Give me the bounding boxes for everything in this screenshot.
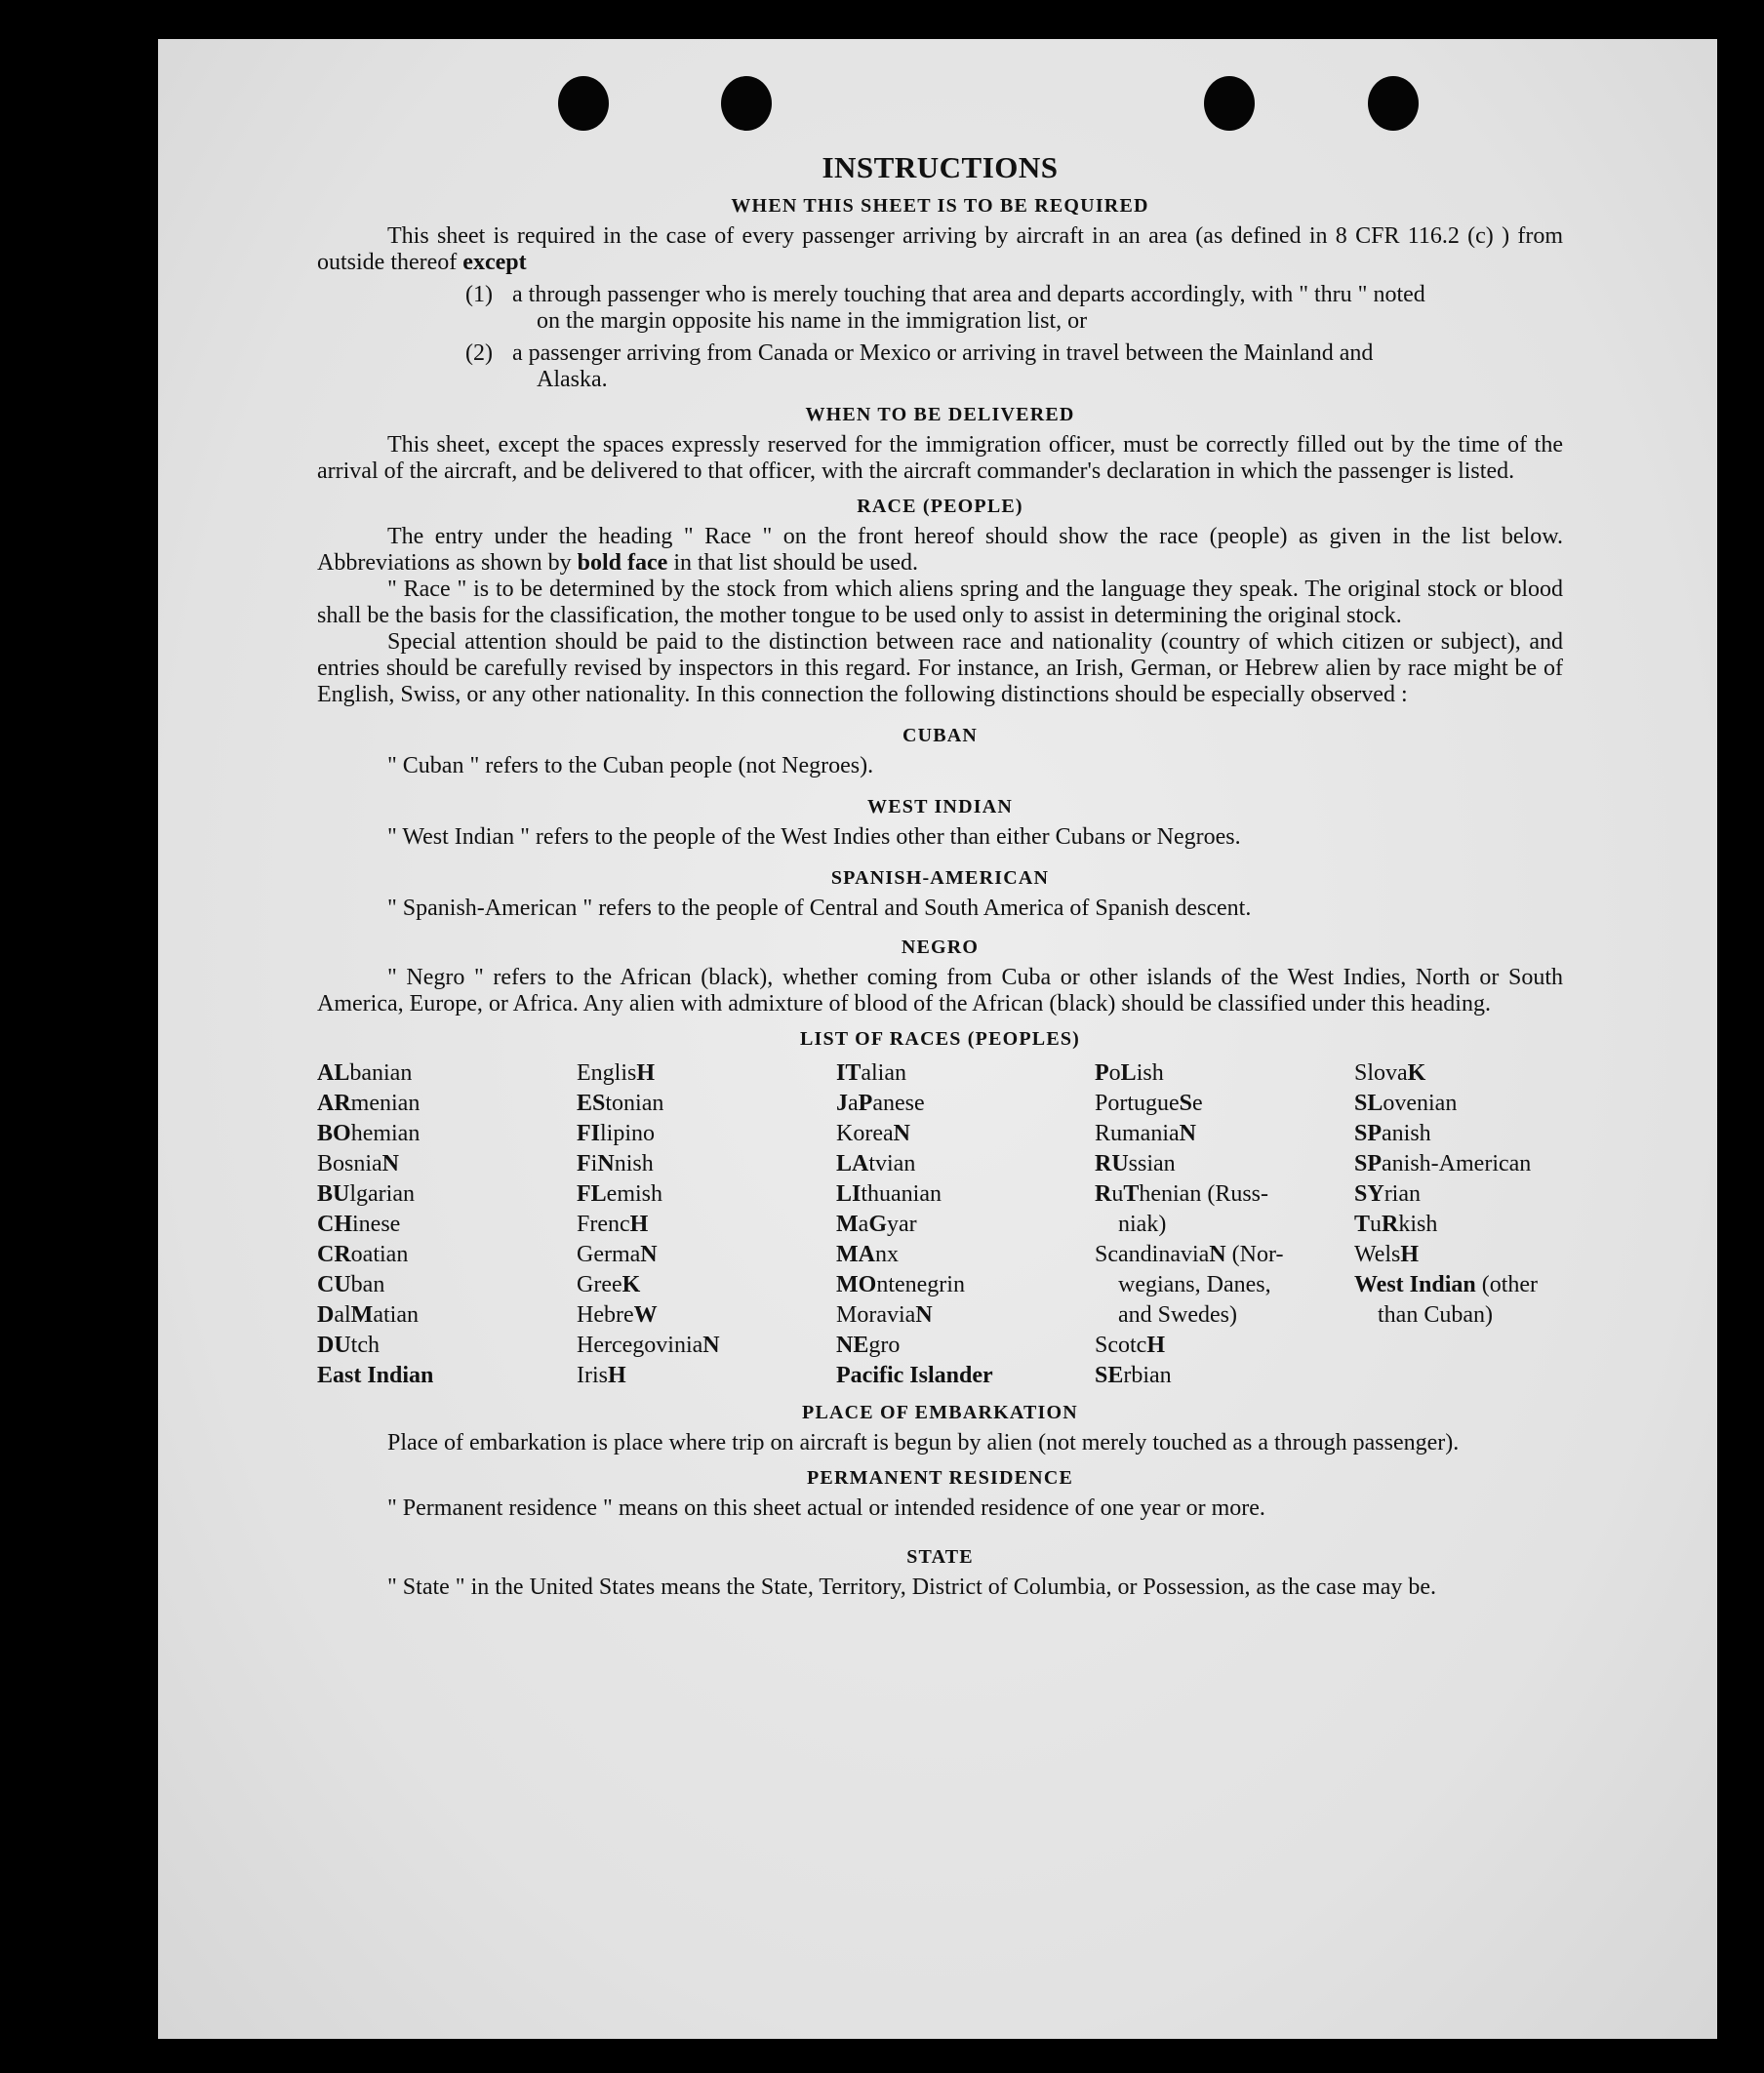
race-paragraph: Special attention should be paid to the distinction between race and nationality (country of which citizen or subject), and entries should be carefully revised by inspectors in this regard. For instance, an Irish, German, or Hebrew alien by race might be of English, Swiss, or any other nationality. In this connection the following distinctions should be especially observed :: [317, 629, 1563, 707]
race-entry: HercegoviniaN: [577, 1333, 720, 1358]
race-entry: ARmenian: [317, 1091, 421, 1116]
race-entry: SYrian: [1354, 1181, 1421, 1207]
heading-when-delivered: WHEN TO BE DELIVERED: [805, 404, 1075, 425]
exception-item: (1) a through passenger who is merely touching that area and departs accordingly, with " thru " noted on the margin opposite his name in the immigration list, or: [465, 282, 1425, 334]
race-entry: MOntenegrin: [836, 1272, 965, 1297]
spanish-american-text: " Spanish-American " refers to the people of Central and South America of Spanish descent.: [387, 896, 1252, 921]
race-column: [577, 1058, 836, 1391]
heading-race: RACE (PEOPLE): [857, 496, 1023, 517]
race-entry: CUban: [317, 1272, 385, 1297]
embarkation-text: Place of embarkation is place where trip on aircraft is begun by alien (not merely touched as a through passenger).: [387, 1430, 1460, 1455]
race-entry: East Indian: [317, 1363, 434, 1388]
race-entry: DUtch: [317, 1333, 380, 1358]
race-entry: than Cuban): [1378, 1302, 1493, 1328]
when-required-text: This sheet is required in the case of every passenger arriving by aircraft in an area (as defined in 8 CFR 116.2 (c) ) from outside thereof except: [317, 223, 1563, 275]
instructions-content: [317, 151, 1563, 1601]
race-entry: HebreW: [577, 1302, 658, 1328]
race-list: [317, 1058, 1563, 1391]
race-entry: niak): [1118, 1212, 1167, 1237]
race-entry: CHinese: [317, 1212, 401, 1237]
race-column: [317, 1058, 577, 1391]
residence-text: " Permanent residence " means on this sheet actual or intended residence of one year or more.: [387, 1495, 1265, 1521]
heading-cuban: CUBAN: [902, 725, 979, 746]
race-entry: CRoatian: [317, 1242, 409, 1267]
punch-hole: [1368, 76, 1419, 131]
when-delivered-text: This sheet, except the spaces expressly reserved for the immigration officer, must be correctly filled out by the time of the arrival of the aircraft, and be delivered to that officer, with the aircraft commander's declaration in which the passenger is listed.: [317, 432, 1563, 484]
race-entry: FLemish: [577, 1181, 662, 1207]
race-entry: PoLish: [1095, 1060, 1164, 1086]
race-entry: BOhemian: [317, 1121, 421, 1146]
race-entry: NEgro: [836, 1333, 901, 1358]
race-column: [1095, 1058, 1354, 1391]
race-entry: SlovaK: [1354, 1060, 1426, 1086]
race-entry: LIthuanian: [836, 1181, 942, 1207]
race-entry: LAtvian: [836, 1151, 916, 1176]
race-entry: West Indian (other: [1354, 1272, 1539, 1297]
race-entry: SPanish-American: [1354, 1151, 1532, 1176]
race-entry: ScotcH: [1095, 1333, 1165, 1358]
race-paragraph: " Race " is to be determined by the stock from which aliens spring and the language they speak. The original stock or blood shall be the basis for the classification, the mother tongue to be used only to assist in determining the original stock.: [317, 577, 1563, 628]
punch-hole: [558, 76, 609, 131]
race-entry: DalMatian: [317, 1302, 419, 1328]
punch-hole: [1204, 76, 1255, 131]
race-entry: JaPanese: [836, 1091, 925, 1116]
race-entry: wegians, Danes,: [1118, 1272, 1271, 1297]
race-entry: GermaN: [577, 1242, 658, 1267]
state-text: " State " in the United States means the State, Territory, District of Columbia, or Possession, as the case may be.: [387, 1575, 1437, 1600]
race-entry: GreeK: [577, 1272, 641, 1297]
race-entry: MoraviaN: [836, 1302, 933, 1328]
race-entry: FiNnish: [577, 1151, 654, 1176]
race-entry: BosniaN: [317, 1151, 400, 1176]
race-entry: KoreaN: [836, 1121, 910, 1146]
punch-hole: [721, 76, 772, 131]
heading-embarkation: PLACE OF EMBARKATION: [802, 1402, 1078, 1423]
heading-spanish-american: SPANISH-AMERICAN: [830, 867, 1050, 889]
document-sheet: [158, 39, 1717, 2039]
race-entry: RumaniaN: [1095, 1121, 1196, 1146]
race-entry: MAnx: [836, 1242, 899, 1267]
race-entry: EStonian: [577, 1091, 664, 1116]
race-entry: TuRkish: [1354, 1212, 1438, 1237]
cuban-text: " Cuban " refers to the Cuban people (not Negroes).: [387, 753, 874, 778]
race-entry: ALbanian: [317, 1060, 413, 1086]
race-entry: ScandinaviaN (Nor-: [1095, 1242, 1284, 1267]
exception-item: (2) a passenger arriving from Canada or Mexico or arriving in travel between the Mainland and Alaska.: [465, 340, 1374, 392]
race-column: [836, 1058, 1095, 1391]
race-entry: EnglisH: [577, 1060, 656, 1086]
heading-permanent-residence: PERMANENT RESIDENCE: [806, 1467, 1074, 1489]
race-entry: RUssian: [1095, 1151, 1176, 1176]
race-entry: and Swedes): [1118, 1302, 1237, 1328]
race-entry: RuThenian (Russ-: [1095, 1181, 1269, 1207]
race-entry: PortugueSe: [1095, 1091, 1203, 1116]
page-title: INSTRUCTIONS: [822, 150, 1059, 184]
race-entry: IrisH: [577, 1363, 626, 1388]
heading-state: STATE: [906, 1546, 974, 1568]
race-column: [1354, 1058, 1563, 1391]
race-entry: FrencH: [577, 1212, 649, 1237]
heading-west-indian: WEST INDIAN: [867, 796, 1013, 817]
heading-negro: NEGRO: [901, 937, 980, 958]
negro-text: " Negro " refers to the African (black), whether coming from Cuba or other islands of the West Indies, North or South America, Europe, or Africa. Any alien with admixture of blood of the African (black) should be classified under this heading.: [317, 965, 1563, 1017]
west-indian-text: " West Indian " refers to the people of the West Indies other than either Cubans or Negroes.: [387, 824, 1241, 850]
heading-list-of-races: LIST OF RACES (PEOPLES): [799, 1028, 1081, 1050]
race-entry: FIlipino: [577, 1121, 656, 1146]
heading-when-required: WHEN THIS SHEET IS TO BE REQUIRED: [731, 195, 1149, 217]
race-paragraph: The entry under the heading " Race " on the front hereof should show the race (people) as given in the list below. Abbreviations as shown by bold face in that list should be used.: [317, 524, 1563, 576]
race-entry: WelsH: [1354, 1242, 1420, 1267]
race-entry: BUlgarian: [317, 1181, 415, 1207]
race-entry: ITalian: [836, 1060, 906, 1086]
race-entry: SPanish: [1354, 1121, 1431, 1146]
race-entry: SLovenian: [1354, 1091, 1458, 1116]
race-entry: SErbian: [1095, 1363, 1172, 1388]
race-entry: MaGyar: [836, 1212, 917, 1237]
race-entry: Pacific Islander: [836, 1363, 993, 1388]
